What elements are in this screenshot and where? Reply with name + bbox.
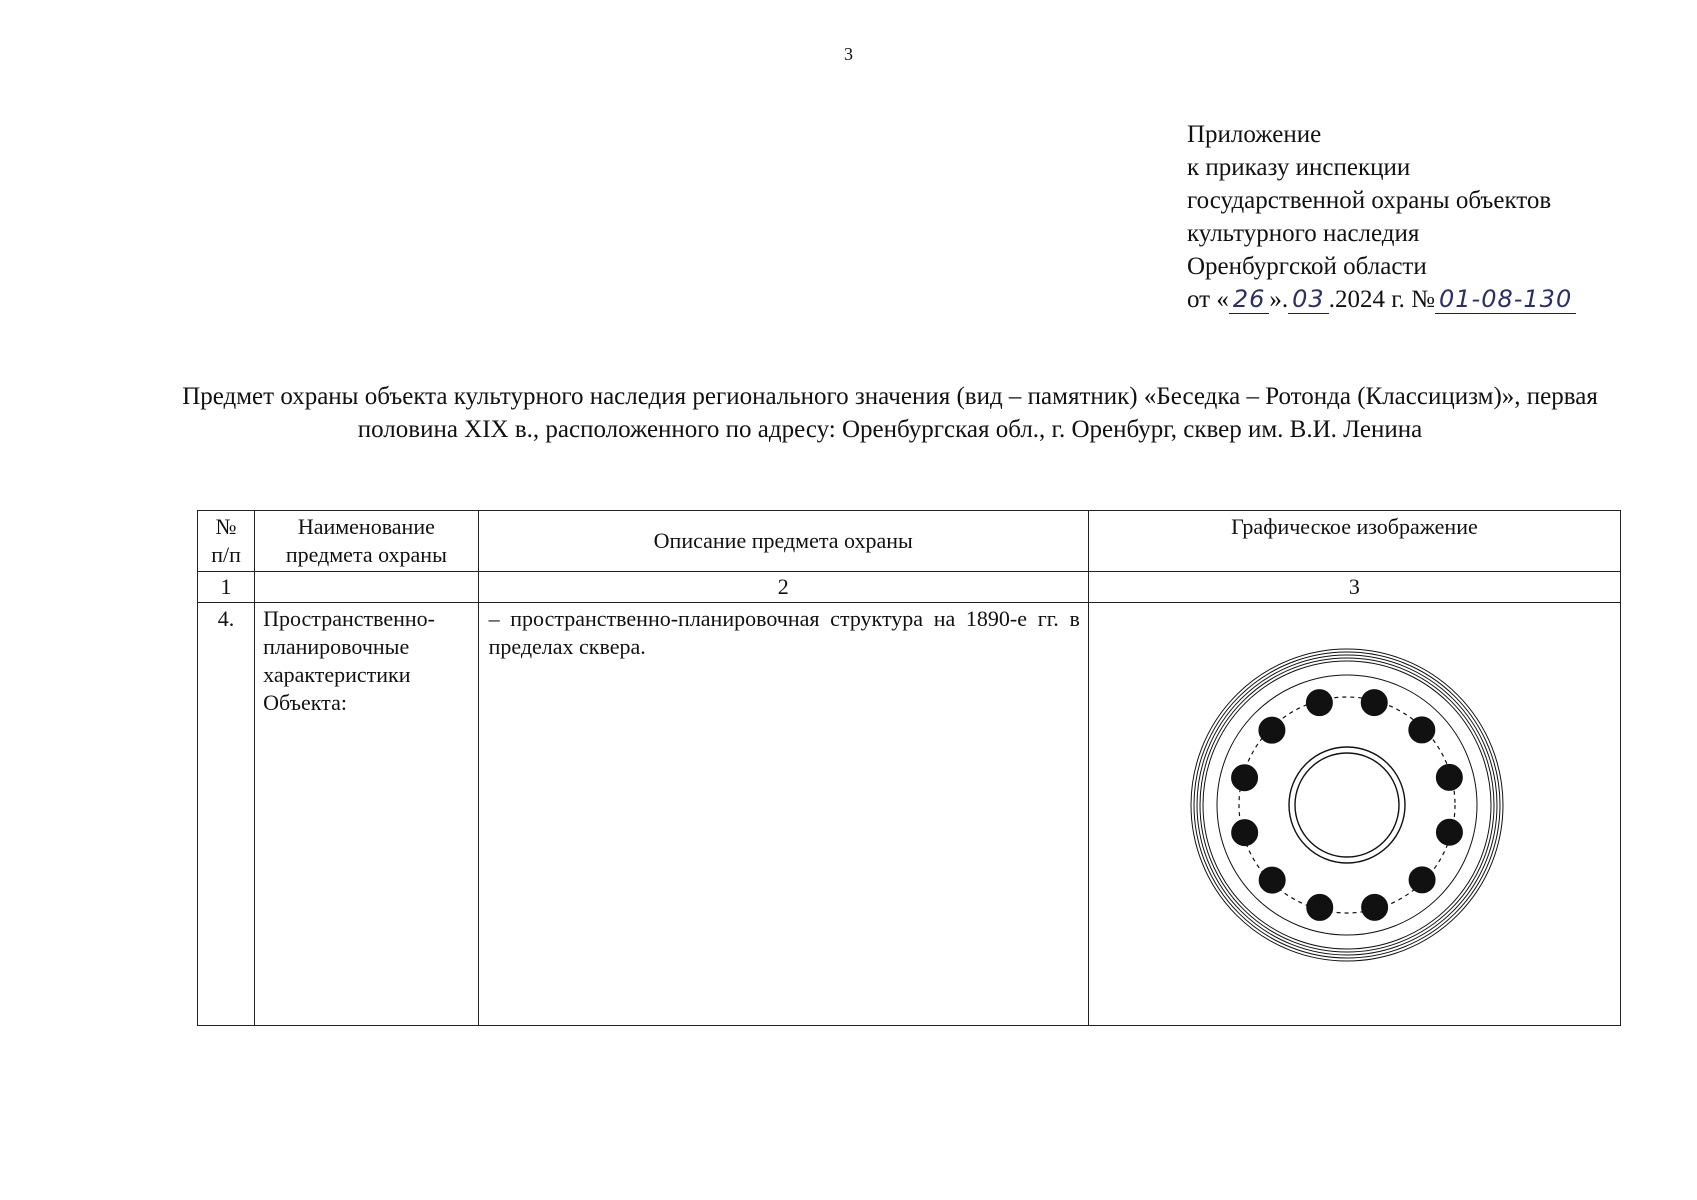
appendix-line: к приказу инспекции bbox=[1187, 154, 1411, 181]
colnum-1: 1 bbox=[198, 572, 255, 603]
column-dot bbox=[1409, 717, 1435, 743]
document-title: Предмет охраны объекта культурного наследия регионального значения (вид – памятник) «Беседка – Ротонда (Классицизм)», первая половина XIX в., расположенного по адресу: Оренбургская обл., г. Оренбург, сквер им. В.И. Ленина bbox=[182, 383, 1598, 443]
column-dot bbox=[1436, 819, 1462, 845]
outer-ring bbox=[1203, 661, 1491, 949]
protection-table bbox=[197, 510, 1621, 1026]
column-dot bbox=[1259, 717, 1285, 743]
colnum-2: 2 bbox=[478, 572, 1088, 603]
handwritten-day: 26 bbox=[1229, 285, 1270, 314]
inner-ring-outer bbox=[1289, 747, 1405, 863]
rotunda-drawing bbox=[1097, 605, 1612, 1023]
appendix-block bbox=[1187, 118, 1576, 316]
table-header-row bbox=[198, 511, 1621, 572]
appendix-line: Приложение bbox=[1187, 121, 1322, 148]
inner-ring-inner bbox=[1295, 753, 1399, 857]
column-dot bbox=[1361, 690, 1387, 716]
header-num: № п/п bbox=[198, 511, 255, 572]
column-dot bbox=[1259, 867, 1285, 893]
platform-ring bbox=[1217, 675, 1477, 935]
date-prefix: от « bbox=[1187, 286, 1229, 313]
appendix-line: культурного наследия bbox=[1187, 220, 1420, 247]
outer-ring bbox=[1200, 658, 1494, 952]
row-description: – пространственно-планировочная структура на 1890-е гг. в пределах сквера. bbox=[478, 603, 1088, 1026]
column-dot bbox=[1231, 765, 1257, 791]
column-dot bbox=[1361, 894, 1387, 920]
column-dot bbox=[1436, 764, 1462, 790]
row-image-cell bbox=[1088, 603, 1620, 1026]
column-dot bbox=[1307, 894, 1333, 920]
column-number-row bbox=[198, 572, 1621, 603]
column-dot bbox=[1306, 690, 1332, 716]
outer-ring bbox=[1191, 649, 1503, 961]
column-dot bbox=[1409, 867, 1435, 893]
column-dot bbox=[1232, 820, 1258, 846]
header-image: Графическое изображение bbox=[1088, 511, 1620, 572]
colnum-empty bbox=[255, 572, 478, 603]
outer-ring bbox=[1194, 652, 1500, 958]
handwritten-month: 03 bbox=[1288, 285, 1329, 314]
appendix-date-line bbox=[1187, 283, 1576, 316]
appendix-line: государственной охраны объектов bbox=[1187, 187, 1552, 214]
table-row bbox=[198, 603, 1621, 1026]
appendix-line: Оренбургской области bbox=[1187, 253, 1427, 280]
page-number: 3 bbox=[844, 44, 853, 64]
row-number: 4. bbox=[198, 603, 255, 1026]
date-mid: ». bbox=[1269, 286, 1289, 313]
rotunda-plan-icon bbox=[1187, 645, 1507, 965]
handwritten-order-number: 01-08-130 bbox=[1435, 285, 1576, 314]
header-description: Описание предмета охраны bbox=[478, 511, 1088, 572]
date-suffix: .2024 г. № bbox=[1328, 286, 1435, 313]
outer-ring bbox=[1197, 655, 1497, 955]
row-name: Пространственно-планировочные характеристики Объекта: bbox=[255, 603, 478, 1026]
colnum-3: 3 bbox=[1088, 572, 1620, 603]
header-name: Наименование предмета охраны bbox=[255, 511, 478, 572]
